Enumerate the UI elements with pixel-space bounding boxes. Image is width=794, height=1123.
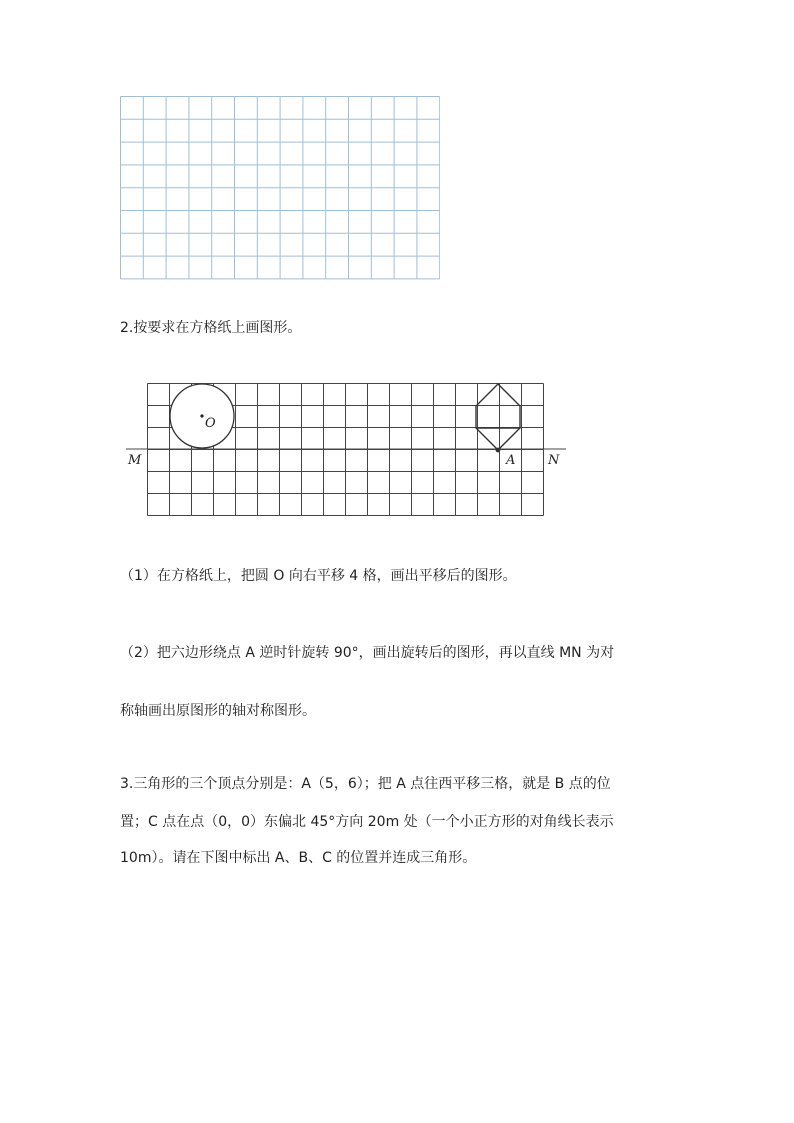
question-2-sub-2-line-2: 称轴画出原图形的轴对称图形。 (120, 703, 316, 719)
question-2-title: 2.按要求在方格纸上画图形。 (120, 320, 302, 336)
label-n: N (548, 453, 560, 468)
label-o: O (205, 416, 216, 431)
label-a: A (506, 453, 516, 468)
label-m: M (128, 453, 142, 468)
question-3-line-3: 10m）。请在下图中标出 A、B、C 的位置并连成三角形。 (120, 850, 477, 866)
question-3-line-2: 置；C 点在点（0，0）东偏北 45°方向 20m 处（一个小正方形的对角线长表示 (120, 814, 614, 830)
question-2-sub-2-line-1: （2）把六边形绕点 A 逆时针旋转 90°，画出旋转后的图形，再以直线 MN 为对 (120, 645, 615, 661)
blank-grid (120, 96, 440, 280)
question-2-figure (124, 380, 570, 522)
center-o-dot (200, 414, 203, 417)
question-3-line-1: 3.三角形的三个顶点分别是：A（5，6）；把 A 点往西平移三格，就是 B 点的位 (120, 776, 611, 792)
point-a (496, 448, 501, 453)
hexagon (476, 384, 520, 450)
question-2-sub-1: （1）在方格纸上，把圆 O 向右平移 4 格，画出平移后的图形。 (120, 568, 517, 584)
